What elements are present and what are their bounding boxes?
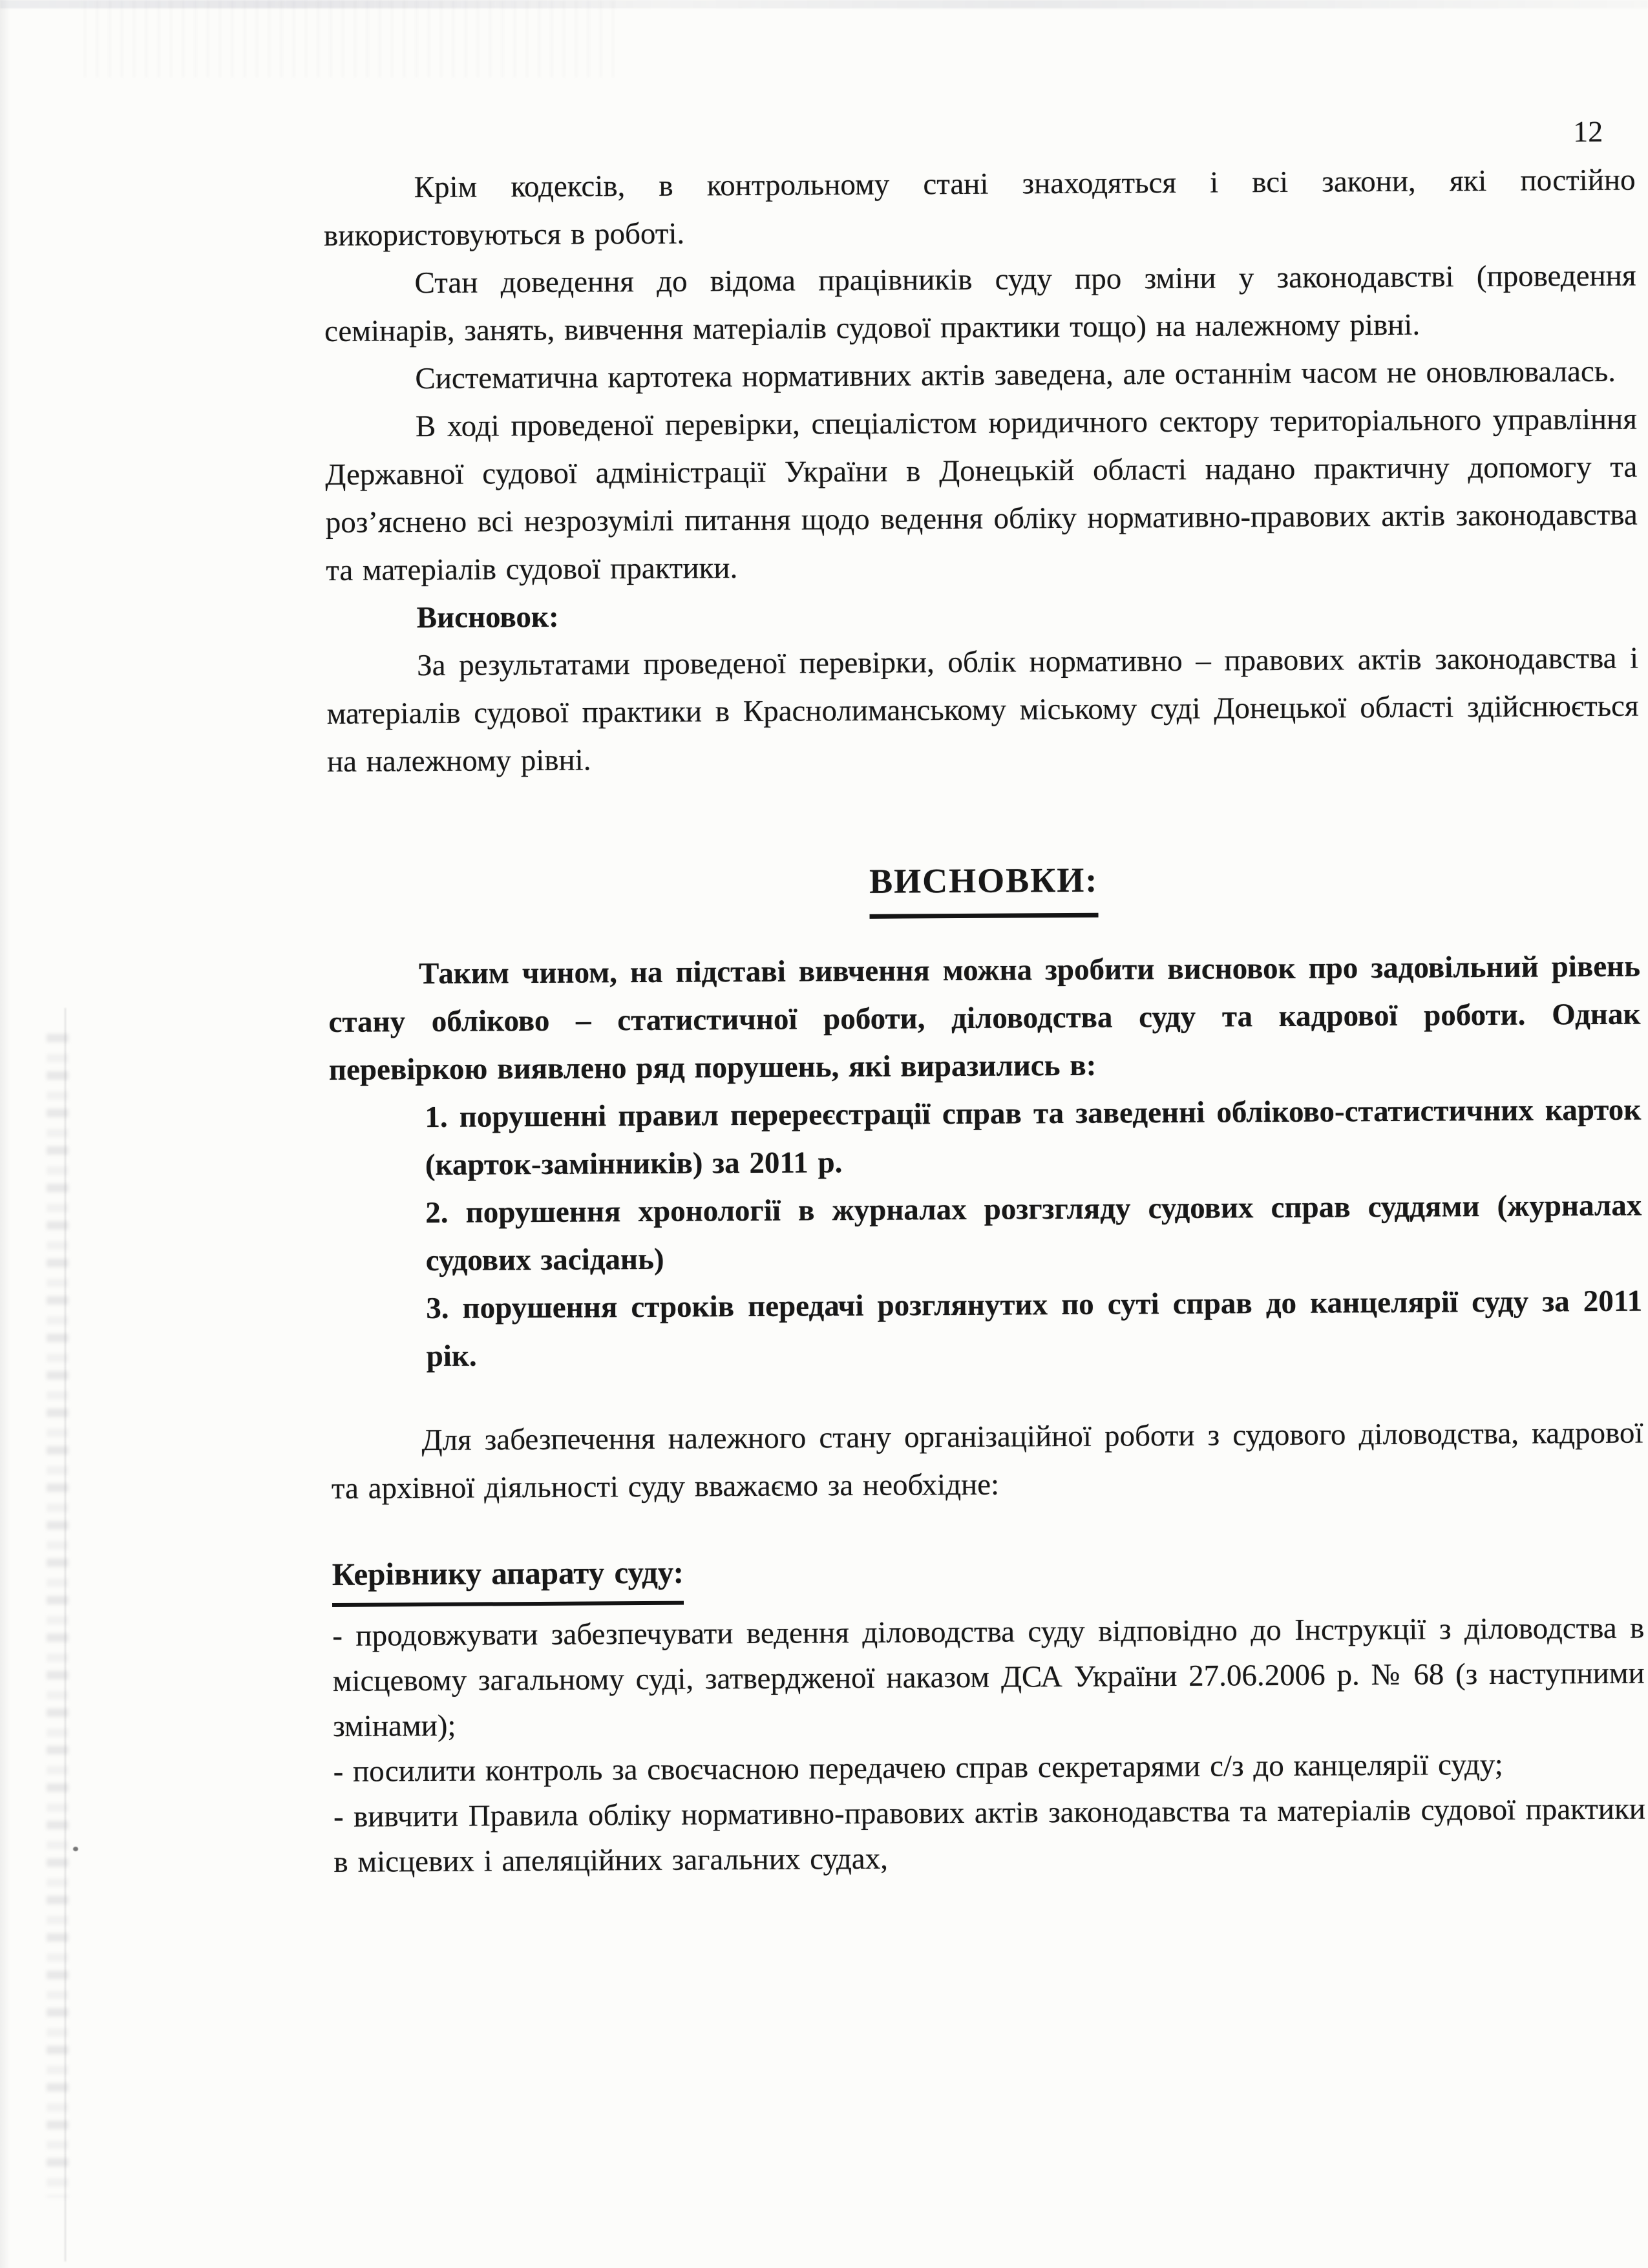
recommendations-heading (332, 1541, 1644, 1607)
scan-shadow-left-edge (0, 0, 10, 2268)
violation-item-1: 1. порушенні правил перереєстрації справ та заведенні обліково-статистичних карток (карток-замінників) за 2011 р. (425, 1093, 1642, 1182)
recommendations-list (332, 1606, 1646, 1885)
conclusion-label: Висновок: (416, 600, 559, 635)
recommendations-intro: Для забезпечення належного стану організаційної роботи з судового діловодства, кадрової та архівної діяльності суду вважаємо за необхідне: (331, 1416, 1643, 1506)
recommendation-item-1: - продовжувати забезпечувати ведення діловодства суду відповідно до Інструкції з діловодства в місцевому загальному суді, затвердженої наказом ДСА України 27.06.2006 р. № 68 (з наступними змінами); (332, 1611, 1645, 1743)
paragraph-staff-notification: Стан доведення до відома працівників суду про зміни у законодавстві (проведення семінарів, занять, вивчення матеріалів судової практики тощо) на належному рівні. (324, 258, 1636, 348)
conclusion-text: За результатами проведеної перевірки, облік нормативно – правових актів законодавства і матеріалів судової практики в Краснолиманському міському суді Донецької області здійснюється на належному рівні. (326, 641, 1639, 779)
violations-list (329, 1086, 1643, 1381)
document-body (323, 114, 1646, 1885)
conclusions-intro: Таким чином, на підставі вивчення можна зробити висновок про задовільний рівень стану обліково – статистичної роботи, діловодства суду та кадрової роботи. Однак перевіркою виявлено ряд порушень, які виразились в: (328, 949, 1641, 1087)
recommendation-item-2: - посилити контроль за своєчасною передачею справ секретарями с/з до канцелярії суду; (333, 1747, 1503, 1789)
scan-streaks-top-left (84, 0, 614, 78)
paragraph-inspection-assistance: В ході проведеної перевірки, спеціалістом юридичного сектору територіального управління Державної судової адміністрації України в Донецькій області надано практичну допомогу та роз’яснено всі незрозумілі питання щодо ведення обліку нормативно-правових актів законодавства та матеріалів судової практики. (325, 402, 1638, 587)
conclusions-heading-text: ВИСНОВКИ: (869, 852, 1099, 919)
violation-item-2: 2. порушення хронології в журналах розгзгляду судових справ суддями (журналах судових засідань) (425, 1188, 1642, 1278)
page-number: 12 (1572, 114, 1603, 149)
conclusions-heading (328, 849, 1640, 922)
recommendation-item-3: - вивчити Правила обліку нормативно-правових актів законодавства та матеріалів судової практики в місцевих і апеляційних загальних судах, (333, 1792, 1646, 1879)
violation-item-3: 3. порушення строків передачі розглянутих по суті справ до канцелярії суду за 2011 рік. (426, 1284, 1643, 1374)
scan-bleedthrough-text-left (47, 1034, 69, 2197)
paragraph-codes-control-state: Крім кодексів, в контрольному стані знаходяться і всі закони, які постійно використовуються в роботі. (323, 163, 1636, 253)
paragraph-card-index: Систематична картотека нормативних актів заведена, але останнім часом не оновлювалась. (415, 354, 1616, 396)
recommendations-heading-text: Керівнику апарату суду: (332, 1547, 684, 1607)
scan-speck (73, 1847, 78, 1851)
